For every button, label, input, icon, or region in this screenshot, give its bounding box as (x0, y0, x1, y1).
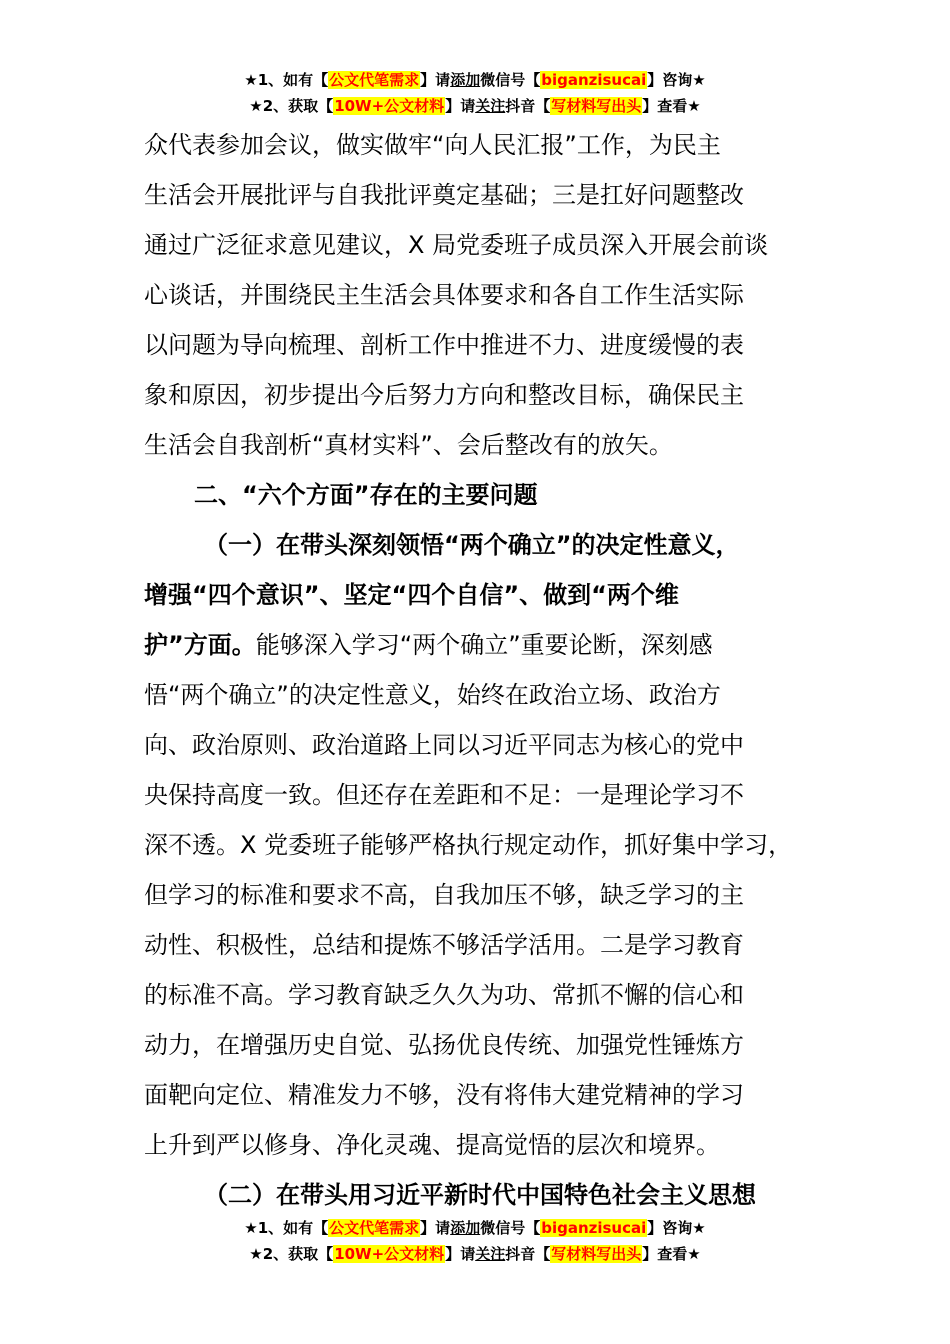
body-line: 悟“两个确立”的决定性意义，始终在政治立场、政治方 (144, 681, 721, 709)
body-line: 动性、积极性，总结和提炼不够活学活用。二是学习教育 (144, 931, 744, 959)
body-line: 象和原因，初步提出今后努力方向和整改目标，确保民主 (144, 381, 744, 409)
subsection-heading-cont: 护”方面。能够深入学习“两个确立”重要论断，深刻感 (144, 631, 713, 659)
banner-line-2: ★2、获取【10W+公文材料】请关注抖音【写材料写出头】查看★ (249, 97, 701, 115)
body-line: 但学习的标准和要求不高，自我加压不够，缺乏学习的主 (144, 881, 744, 909)
body-line: 生活会自我剖析“真材实料”、会后整改有的放矢。 (144, 431, 673, 459)
body-line: 动力，在增强历史自觉、弘扬优良传统、加强党性锤炼方 (144, 1031, 744, 1059)
banner-highlight: 10W+公文材料 (334, 1245, 445, 1263)
document-body (144, 120, 834, 1220)
body-line: 央保持高度一致。但还存在差距和不足：一是理论学习不 (144, 781, 744, 809)
banner-line-2: ★2、获取【10W+公文材料】请关注抖音【写材料写出头】查看★ (249, 1245, 701, 1263)
body-line: 上升到严以修身、净化灵魂、提高觉悟的层次和境界。 (144, 1131, 720, 1159)
banner-highlight: 写材料写出头 (551, 97, 642, 115)
subsection-heading: （一）在带头深刻领悟“两个确立”的决定性意义， (204, 531, 740, 559)
banner-highlight: 写材料写出头 (551, 1245, 642, 1263)
banner-line-1: ★1、如有【公文代笔需求】请添加微信号【biganzisucai】咨询★ (244, 71, 706, 89)
body-line: 向、政治原则、政治道路上同以习近平同志为核心的党中 (144, 731, 744, 759)
banner-highlight: biganzisucai (541, 71, 647, 89)
banner-highlight: biganzisucai (541, 1219, 647, 1237)
section-heading: 二、“六个方面”存在的主要问题 (194, 481, 538, 509)
footer-banner (0, 1215, 950, 1267)
body-line: 深不透。X 党委班子能够严格执行规定动作，抓好集中学习， (144, 831, 793, 859)
body-line: 通过广泛征求意见建议，X 局党委班子成员深入开展会前谈 (144, 231, 769, 259)
subsection-heading-cont: 增强“四个意识”、坚定“四个自信”、做到“两个维 (144, 581, 679, 609)
banner-highlight: 10W+公文材料 (334, 97, 445, 115)
body-line: 生活会开展批评与自我批评奠定基础；三是扛好问题整改 (144, 181, 744, 209)
body-line: 心谈话，并围绕民主生活会具体要求和各自工作生活实际 (144, 281, 744, 309)
body-line: 面靶向定位、精准发力不够，没有将伟大建党精神的学习 (144, 1081, 744, 1109)
header-banner (0, 67, 950, 119)
banner-line-1: ★1、如有【公文代笔需求】请添加微信号【biganzisucai】咨询★ (244, 1219, 706, 1237)
body-line: 以问题为导向梳理、剖析工作中推进不力、进度缓慢的表 (144, 331, 744, 359)
subsection-heading: （二）在带头用习近平新时代中国特色社会主义思想 (204, 1181, 756, 1209)
banner-highlight: 公文代笔需求 (329, 71, 420, 89)
banner-highlight: 公文代笔需求 (329, 1219, 420, 1237)
body-line: 的标准不高。学习教育缺乏久久为功、常抓不懈的信心和 (144, 981, 744, 1009)
body-line: 众代表参加会议，做实做牢“向人民汇报”工作，为民主 (144, 131, 721, 159)
